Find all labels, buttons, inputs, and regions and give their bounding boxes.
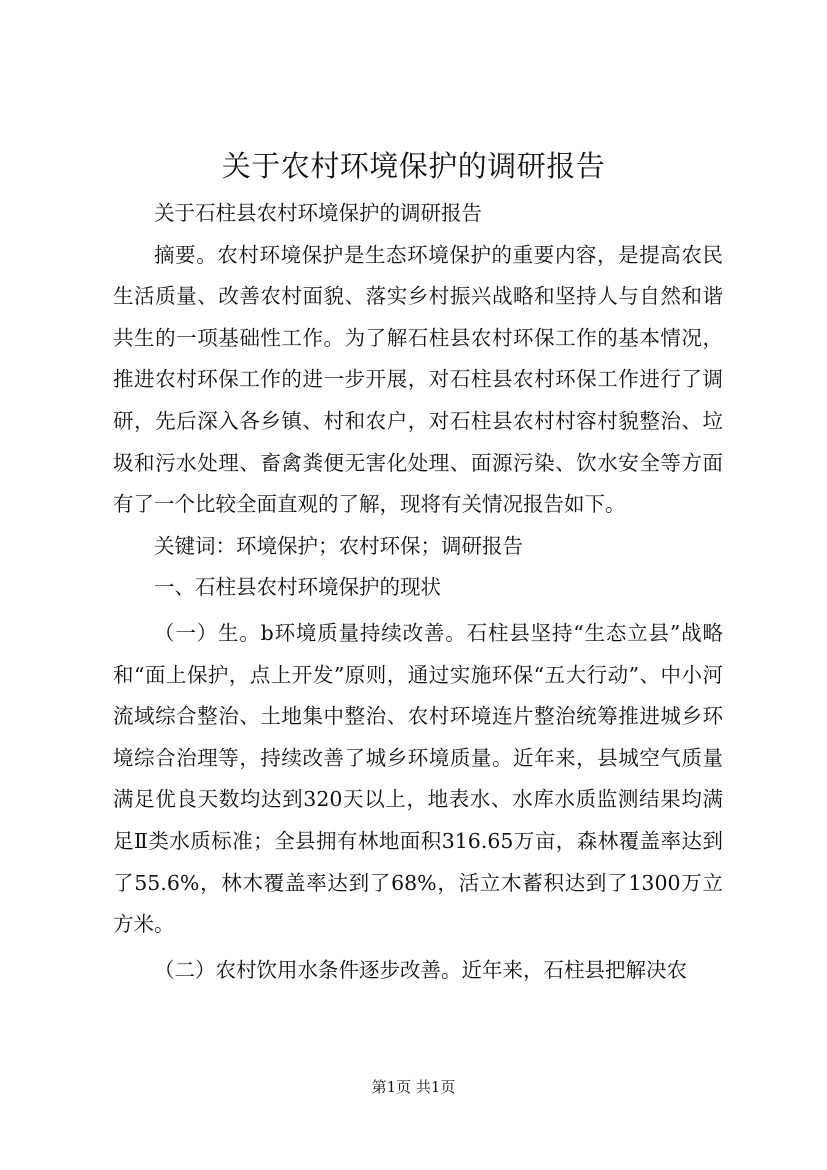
- keywords-paragraph: 关键词：环境保护；农村环保；调研报告: [154, 533, 523, 558]
- abstract-paragraph: 摘要。农村环境保护是生态环境保护的重要内容，是提高农民生活质量、改善农村面貌、落实乡村振兴战略和坚持人与自然和谐共生的一项基础性工作。为了解石柱县农村环保工作的基本情况，推进农村环保工作的进一步开展，对石柱县农村环保工作进行了调研，先后深入各乡镇、村和农户，对石柱县农村村容村貌整治、垃圾和污水处理、畜禽粪便无害化处理、面源污染、饮水安全等方面有了一个比较全面直观的了解，现将有关情况报告如下。: [113, 242, 723, 517]
- document-body: [113, 193, 723, 991]
- page-number: 第1页 共1页: [371, 1078, 456, 1096]
- section-heading: 一、石柱县农村环境保护的现状: [154, 575, 441, 600]
- subtitle-paragraph: 关于石柱县农村环境保护的调研报告: [154, 201, 482, 225]
- section-paragraph-1: （一）生。b环境质量持续改善。石柱县坚持“生态立县”战略和“面上保护，点上开发”原则，通过实施环保“五大行动”、中小河流域综合整治、土地集中整治、农村环境连片整治统筹推进城乡环境综合治理等，持续改善了城乡环境质量。近年来，县城空气质量满足优良天数均达到320天以上，地表水、水库水质监测结果均满足Ⅱ类水质标准；全县拥有林地面积316.65万亩，森林覆盖率达到了55.6%，林木覆盖率达到了68%，活立木蓄积达到了1300万立方米。: [113, 620, 723, 937]
- document-title: 关于农村环境保护的调研报告: [221, 149, 606, 183]
- section-paragraph-2: （二）农村饮用水条件逐步改善。近年来，石柱县把解决农: [154, 957, 687, 982]
